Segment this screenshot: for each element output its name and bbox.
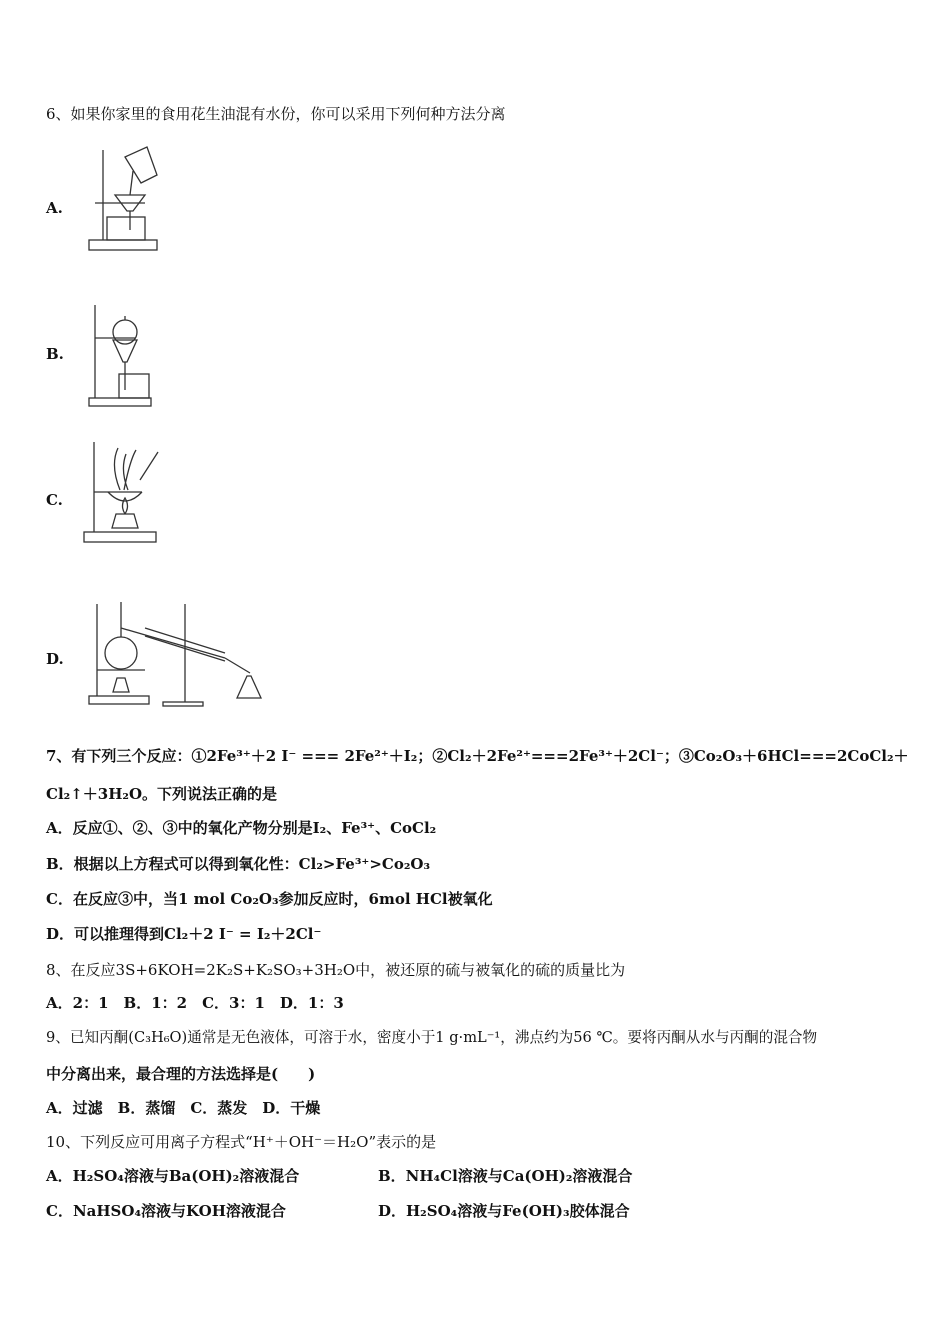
q7-option-d: D．可以推理得到Cl₂＋2 I⁻ = I₂＋2Cl⁻ <box>46 925 322 943</box>
q9-options: A．过滤 B．蒸馏 C．蒸发 D．干燥 <box>46 1099 321 1117</box>
q10-stem: 10、下列反应可用离子方程式“H⁺＋OH⁻＝H₂O”表示的是 <box>46 1133 437 1151</box>
q7-option-a: A．反应①、②、③中的氧化产物分别是I₂、Fe³⁺、CoCl₂ <box>46 819 437 837</box>
q6-stem: 6、如果你家里的食用花生油混有水份，你可以采用下列何种方法分离 <box>46 105 506 123</box>
q10-option-c: C．NaHSO₄溶液与KOH溶液混合 <box>46 1202 286 1220</box>
distillation-apparatus-icon <box>85 598 275 708</box>
q6-option-d-label: D. <box>46 650 64 668</box>
q7-stem-line1: 7、有下列三个反应：①2Fe³⁺＋2 I⁻ === 2Fe²⁺＋I₂；②Cl₂＋2Fe²⁺===2Fe³⁺＋2Cl⁻；③Co₂O₃＋6HCl===2CoCl₂＋ <box>46 747 909 765</box>
q8-options: A．2：1 B．1：2 C．3：1 D．1：3 <box>46 994 344 1012</box>
q7-option-b: B．根据以上方程式可以得到氧化性：Cl₂>Fe³⁺>Co₂O₃ <box>46 855 431 873</box>
filtration-apparatus-icon <box>85 145 165 257</box>
q7-option-c: C．在反应③中，当1 mol Co₂O₃参加反应时，6mol HCl被氧化 <box>46 890 493 908</box>
q6-option-b-label: B. <box>46 345 64 363</box>
q6-option-a-label: A. <box>46 199 63 217</box>
q9-stem-line1: 9、已知丙酮(C₃H₆O)通常是无色液体，可溶于水，密度小于1 g·mL⁻¹，沸点约为56 ℃。要将丙酮从水与丙酮的混合物 <box>46 1029 818 1046</box>
q6-option-c-label: C. <box>46 491 63 509</box>
q10-option-b: B．NH₄Cl溶液与Ca(OH)₂溶液混合 <box>378 1167 633 1185</box>
separatory-funnel-apparatus-icon <box>85 300 160 412</box>
q10-option-a: A．H₂SO₄溶液与Ba(OH)₂溶液混合 <box>46 1167 300 1185</box>
q10-option-d: D．H₂SO₄溶液与Fe(OH)₃胶体混合 <box>378 1202 630 1220</box>
q7-stem-line2: Cl₂↑＋3H₂O。下列说法正确的是 <box>46 785 278 803</box>
q8-stem: 8、在反应3S+6KOH=2K₂S+K₂SO₃+3H₂O中，被还原的硫与被氧化的硫的质量比为 <box>46 961 626 979</box>
evaporation-apparatus-icon <box>80 440 165 548</box>
q9-stem-line2: 中分离出来，最合理的方法选择是( ) <box>46 1065 316 1083</box>
